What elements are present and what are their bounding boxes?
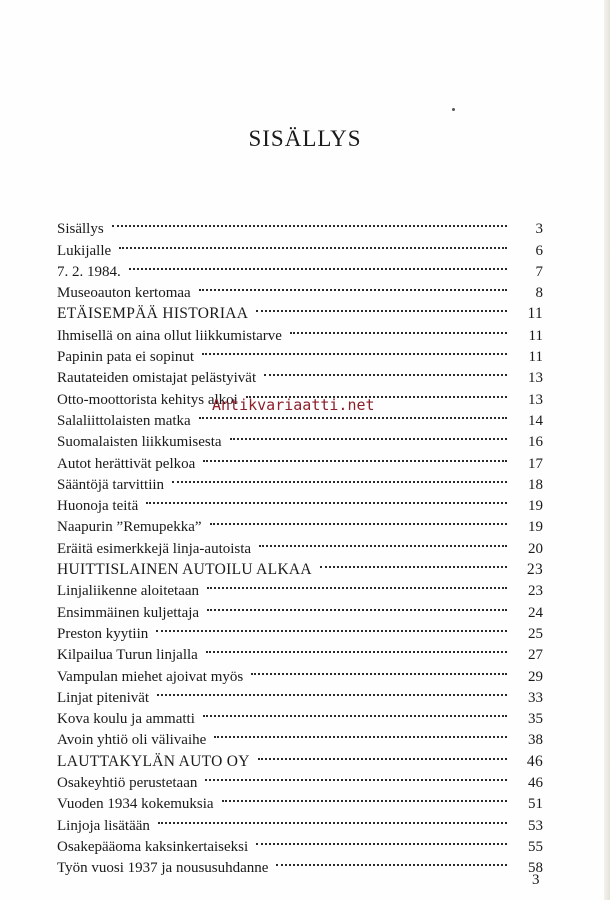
toc-dot-leader [256,830,507,851]
toc-entry-page: 13 [528,370,543,387]
toc-dot-leader [251,659,507,680]
toc-entry-page: 18 [528,476,543,493]
toc-entry-page: 27 [528,647,543,664]
toc-entry-label: Vampulan miehet ajoivat myös [57,668,244,685]
toc-entry-page: 33 [528,689,543,706]
toc-entry-label: Huonoja teitä [57,498,139,515]
toc-entry-page: 46 [526,752,543,770]
toc-entry [57,212,543,238]
toc-dot-leader [146,489,507,510]
toc-entry-label: Linjat pitenivät [57,689,150,706]
toc-entry [57,276,543,302]
toc-entry-label: Museoauton kertomaa [57,285,191,302]
toc-entry-label: Ihmisellä on aina ollut liikkumistarve [57,327,282,344]
toc-entry-label: Sisällys [57,221,104,238]
toc-entry-page: 11 [527,305,543,323]
table-of-contents [57,212,543,877]
toc-dot-leader [119,233,507,254]
toc-entry-page: 14 [528,412,543,429]
toc-entry-label: Linjoja lisätään [57,817,150,834]
toc-entry-label: Suomalaisten liikkumisesta [57,434,222,451]
toc-entry-label: Kilpailua Turun linjalla [57,647,198,664]
toc-entry-label: Eräitä esimerkkejä linja-autoista [57,540,252,557]
toc-entry-label: Lukijalle [57,242,112,259]
toc-entry-label: Linjaliikenne aloitetaan [57,583,200,600]
toc-dot-leader [203,702,507,723]
toc-entry-page: 19 [528,519,543,536]
toc-dot-leader [258,744,507,765]
toc-dot-leader [320,553,507,574]
toc-entry-page: 11 [528,349,543,366]
toc-entry-page: 23 [528,583,543,600]
toc-dot-leader [199,276,507,297]
toc-entry-page: 25 [528,625,543,642]
toc-entry-page: 11 [528,327,543,344]
toc-dot-leader [259,531,507,552]
toc-entry-page: 19 [528,498,543,515]
toc-entry [57,255,543,280]
toc-entry-label: LAUTTAKYLÄN AUTO OY [57,752,250,770]
toc-entry-label: Ensimmäinen kuljettaja [57,604,200,621]
toc-dot-leader [222,787,507,808]
toc-dot-leader [156,617,507,638]
toc-entry-page: 29 [528,668,543,685]
toc-dot-leader [158,808,507,829]
toc-entry-page: 51 [528,796,543,813]
toc-dot-leader [207,595,507,616]
toc-dot-leader [256,297,507,318]
toc-entry-page: 35 [528,711,543,728]
toc-entry-label: Preston kyytiin [57,625,149,642]
print-speck [452,108,455,111]
toc-entry-label: Naapurin ”Remupekka” [57,519,202,536]
toc-dot-leader [214,723,507,744]
toc-dot-leader [264,361,507,382]
toc-dot-leader [202,340,507,361]
toc-entry-label: Vuoden 1934 kokemuksia [57,796,214,813]
toc-dot-leader [129,255,507,276]
toc-entry-label: Osakeyhtiö perustetaan [57,775,198,792]
toc-entry-page: 16 [528,434,543,451]
toc-entry-label: Autot herättivät pelkoa [57,455,196,472]
toc-entry-label: ETÄISEMPÄÄ HISTORIAA [57,305,249,323]
toc-entry-page: 53 [528,817,543,834]
toc-entry-page: 24 [528,604,543,621]
toc-dot-leader [205,766,507,787]
toc-entry-page: 55 [528,838,543,855]
toc-entry [57,233,543,259]
toc-entry-page: 8 [535,285,543,302]
toc-dot-leader [112,212,507,233]
page-number: 3 [532,872,540,888]
toc-dot-leader [206,638,507,659]
toc-dot-leader [207,574,507,595]
toc-entry-label: Otto-moottorista kehitys alkoi [57,391,238,408]
toc-dot-leader [290,318,507,339]
toc-dot-leader [172,468,507,489]
toc-dot-leader [210,510,507,531]
page-title: SISÄLLYS [248,126,362,151]
toc-entry-page: 23 [526,561,543,579]
toc-dot-leader [276,851,507,872]
toc-entry-label: 7. 2. 1984. [57,263,121,280]
toc-entry-label: Avoin yhtiö oli välivaihe [57,732,207,749]
toc-dot-leader [157,681,507,702]
toc-entry-label: Osakepääoma kaksinkertaiseksi [57,838,249,855]
toc-entry-page: 38 [528,732,543,749]
toc-entry-page: 58 [528,860,543,877]
toc-entry-label: Työn vuosi 1937 ja noususuhdanne [57,860,269,877]
toc-entry-page: 20 [528,540,543,557]
toc-entry-label: Rautateiden omistajat pelästyivät [57,370,257,387]
watermark-text: Antikvariaatti.net [212,396,375,414]
toc-entry-page: 7 [535,263,543,280]
toc-dot-leader [230,425,507,446]
toc-entry-label: Kova koulu ja ammatti [57,711,195,728]
toc-entry-page: 46 [528,775,543,792]
toc-entry-page: 17 [528,455,543,472]
toc-entry-label: Sääntöjä tarvittiin [57,476,165,493]
toc-entry-page: 6 [535,242,543,259]
toc-entry-label: Salaliittolaisten matka [57,412,191,429]
toc-entry-page: 13 [528,391,543,408]
toc-entry-label: HUITTISLAINEN AUTOILU ALKAA [57,561,312,579]
toc-entry-label: Papinin pata ei sopinut [57,349,195,366]
toc-entry-page: 3 [535,221,543,238]
toc-dot-leader [203,446,507,467]
